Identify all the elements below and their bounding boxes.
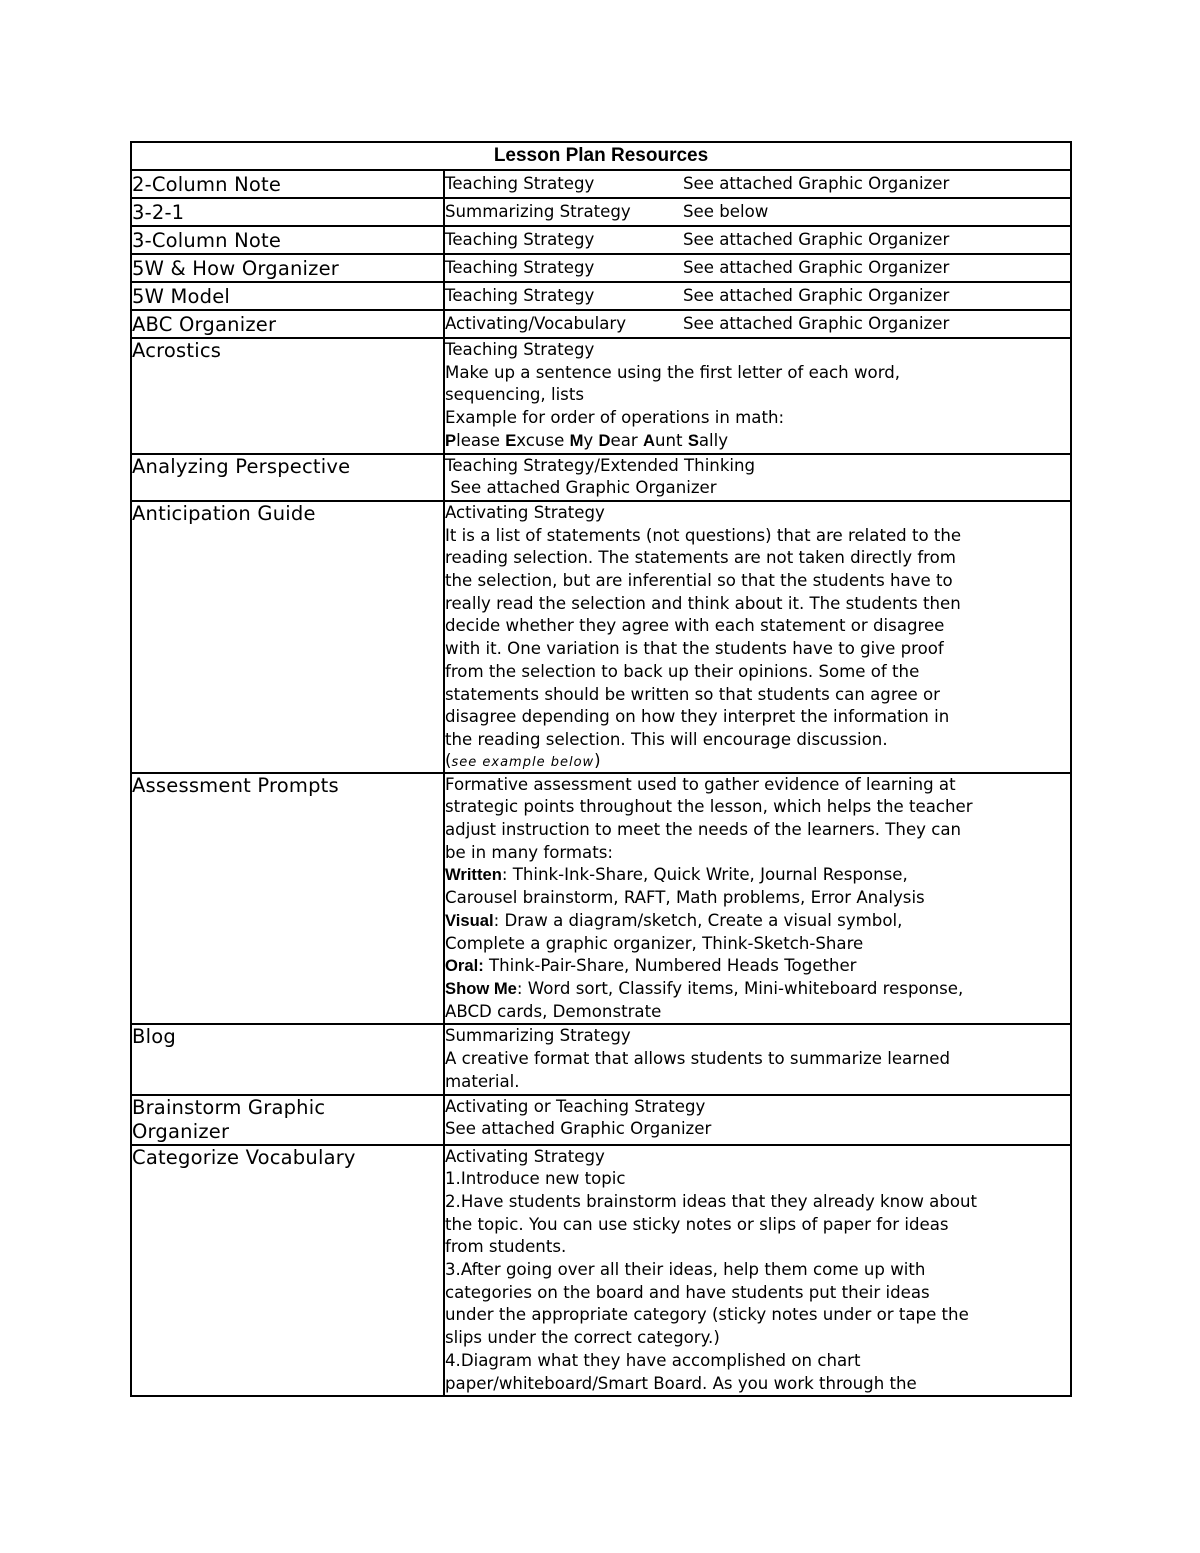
table-title: Lesson Plan Resources: [131, 142, 1071, 170]
term-cell: Categorize Vocabulary: [131, 1145, 444, 1397]
description-cell: Teaching Strategy See attached Graphic Organizer: [444, 282, 1071, 310]
description-cell: Activating Strategy 1.Introduce new topic 2.Have students brainstorm ideas that they already know about the topic. You can use sticky notes or slips of paper for ideas from students. 3.After going over all their ideas, help them come up with categories on the board and have students put their ideas under the appropriate category (sticky notes under or tape the slips under the correct category.) 4.Diagram what they have accomplished on chart paper/whiteboard/Smart Board. As you work through the: [444, 1145, 1071, 1397]
table-row: [131, 1145, 1071, 1397]
term-cell: 2-Column Note: [131, 170, 444, 198]
table-row: [131, 198, 1071, 226]
table-row: [131, 1024, 1071, 1094]
title-row: [131, 142, 1071, 170]
term-cell: 5W Model: [131, 282, 444, 310]
term-cell: ABC Organizer: [131, 310, 444, 338]
description-cell: Teaching Strategy See attached Graphic Organizer: [444, 226, 1071, 254]
term-cell: Brainstorm Graphic Organizer: [131, 1095, 444, 1145]
description-cell: Teaching Strategy See attached Graphic Organizer: [444, 170, 1071, 198]
lesson-plan-table: [130, 141, 1072, 1397]
term-cell: 3-Column Note: [131, 226, 444, 254]
term-cell: Anticipation Guide: [131, 501, 444, 773]
description-cell: Formative assessment used to gather evidence of learning at strategic points throughout the lesson, which helps the teacher adjust instruction to meet the needs of the learners. They can be in many formats: Written: Think-Ink-Share, Quick Write, Journal Response, Carousel brainstorm, RAFT, Math problems, Error Analysis Visual: Draw a diagram/sketch, Create a visual symbol, Complete a graphic organizer, Think-Sketch-Share Oral: Think-Pair-Share, Numbered Heads Together Show Me: Word sort, Classify items, Mini-whiteboard response, ABCD cards, Demonstrate: [444, 773, 1071, 1025]
description-cell: Summarizing Strategy See below: [444, 198, 1071, 226]
term-cell: 5W & How Organizer: [131, 254, 444, 282]
description-cell: Teaching Strategy/Extended Thinking See attached Graphic Organizer: [444, 454, 1071, 501]
table-row: [131, 226, 1071, 254]
table-row: [131, 254, 1071, 282]
table-row: [131, 310, 1071, 338]
table-row: [131, 338, 1071, 454]
description-cell: Activating/Vocabulary See attached Graphic Organizer: [444, 310, 1071, 338]
table-row: [131, 170, 1071, 198]
description-cell: Activating or Teaching Strategy See attached Graphic Organizer: [444, 1095, 1071, 1145]
acrostic-mnemonic: Please Excuse My Dear Aunt Sally: [445, 430, 729, 450]
description-cell: Summarizing Strategy A creative format that allows students to summarize learned material.: [444, 1024, 1071, 1094]
term-cell: Analyzing Perspective: [131, 454, 444, 501]
table-row: [131, 773, 1071, 1025]
term-cell: Assessment Prompts: [131, 773, 444, 1025]
table-row: [131, 501, 1071, 773]
term-cell: Acrostics: [131, 338, 444, 454]
table-row: [131, 454, 1071, 501]
description-cell: Teaching Strategy See attached Graphic Organizer: [444, 254, 1071, 282]
term-cell: Blog: [131, 1024, 444, 1094]
example-note: (see example below): [445, 750, 601, 770]
table-row: [131, 1095, 1071, 1145]
table-row: [131, 282, 1071, 310]
description-cell: Teaching Strategy Make up a sentence using the first letter of each word, sequencing, lists Example for order of operations in math: Please Excuse My Dear Aunt Sally: [444, 338, 1071, 454]
description-cell: Activating Strategy It is a list of statements (not questions) that are related to the reading selection. The statements are not taken directly from the selection, but are inferential so that the students have to really read the selection and think about it. The students then decide whether they agree with each statement or disagree with it. One variation is that the students have to give proof from the selection to back up their opinions. Some of the statements should be written so that students can agree or disagree depending on how they interpret the information in the reading selection. This will encourage discussion. (see example below): [444, 501, 1071, 773]
term-cell: 3-2-1: [131, 198, 444, 226]
